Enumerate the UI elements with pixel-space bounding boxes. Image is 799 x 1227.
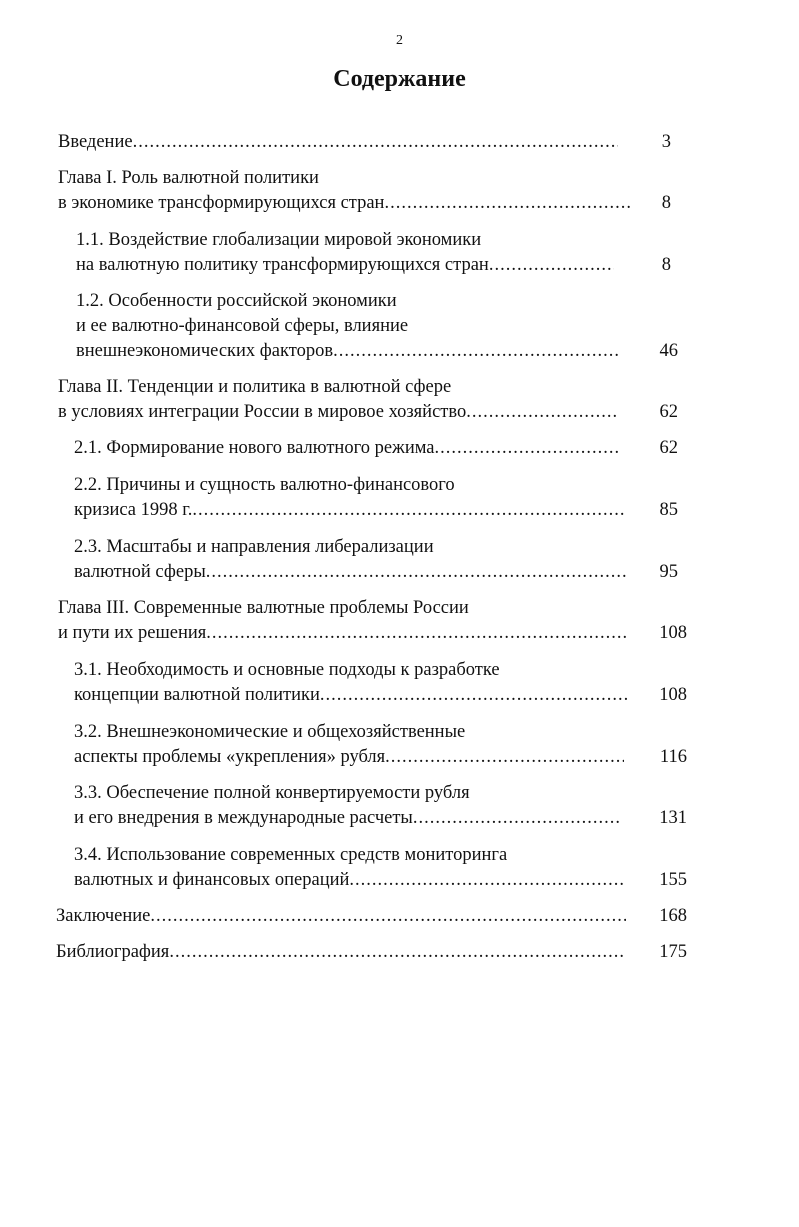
- toc-entry-text: на валютную политику трансформирующихся стран: [76, 255, 489, 275]
- toc-leader: [333, 339, 621, 364]
- toc-entry-conclusion: [56, 904, 626, 929]
- toc-entry-text: и его внедрения в международные расчеты: [74, 808, 413, 828]
- toc-entry-text: аспекты проблемы «укрепления» рубля: [74, 747, 386, 767]
- toc-page-number: 46: [659, 341, 678, 361]
- toc-leader: [489, 253, 614, 278]
- toc-entry-section-3-4: [74, 843, 624, 893]
- toc-leader: [466, 400, 618, 425]
- toc-entry-text: валютной сферы: [74, 562, 206, 582]
- toc-entry-text: в условиях интеграции России в мировое хозяйство: [58, 402, 467, 422]
- toc-page-number: 131: [659, 808, 687, 828]
- toc-entry-text: 1.1. Воздействие глобализации мировой экономики: [76, 230, 482, 250]
- toc-leader: [384, 191, 633, 216]
- toc-leader: [435, 436, 619, 461]
- toc-entry-text: Глава II. Тенденции и политика в валютной сфере: [58, 377, 452, 397]
- toc-page-number: 3: [661, 132, 671, 152]
- toc-entry-text: Заключение: [56, 906, 151, 926]
- toc-page-number: 62: [659, 402, 678, 422]
- toc-page-number: 175: [659, 942, 687, 962]
- toc-page-number: 8: [661, 255, 671, 275]
- toc-entry-section-1-1: [76, 228, 614, 278]
- toc-entry-text: 2.3. Масштабы и направления либерализации: [74, 537, 434, 557]
- toc-entry-section-1-2: [76, 289, 621, 364]
- toc-entry-bibliography: [56, 940, 626, 965]
- toc-entry-text: в экономике трансформирующихся стран: [58, 193, 385, 213]
- toc-entry-text: 3.3. Обеспечение полной конвертируемости рубля: [74, 783, 470, 803]
- toc-entry-chapter-3: [58, 596, 626, 646]
- toc-leader: [206, 621, 626, 646]
- toc-page-number: 116: [659, 747, 687, 767]
- toc-entry-text: 3.1. Необходимость и основные подходы к разработке: [74, 660, 500, 680]
- toc-leader: [206, 560, 626, 585]
- toc-page-number: 85: [659, 500, 678, 520]
- toc-entry-text: 3.4. Использование современных средств мониторинга: [74, 845, 508, 865]
- toc-leader: [169, 940, 626, 965]
- toc-entry-chapter-2: [58, 375, 618, 425]
- toc-entry-section-3-1: [74, 658, 629, 708]
- toc-entry-text: Глава I. Роль валютной политики: [58, 168, 319, 188]
- toc-entry-section-3-3: [74, 781, 619, 831]
- toc-leader: [349, 868, 624, 893]
- toc-leader: [413, 806, 619, 831]
- toc-leader: [192, 498, 626, 523]
- toc-page-number: 168: [659, 906, 687, 926]
- page-title: Содержание: [333, 66, 466, 92]
- toc-entry-text: Введение: [58, 132, 133, 152]
- toc-entry-text: 1.2. Особенности российской экономики: [76, 291, 397, 311]
- toc-page-number: 108: [659, 623, 687, 643]
- toc-entry-text: 2.1. Формирование нового валютного режима: [74, 438, 435, 458]
- toc-entry-chapter-1: [58, 166, 633, 216]
- toc-entry-section-2-2: [74, 473, 626, 523]
- toc-entry-text: кризиса 1998 г.: [74, 500, 193, 520]
- toc-page-number: 8: [661, 193, 671, 213]
- toc-entry-text: и ее валютно-финансовой сферы, влияние: [76, 316, 409, 336]
- toc-entry-section-3-2: [74, 720, 624, 770]
- toc-entry-section-2-3: [74, 535, 626, 585]
- toc-entry-text: валютных и финансовых операций: [74, 870, 350, 890]
- toc-page-number: 108: [659, 685, 687, 705]
- toc-entry-text: 2.2. Причины и сущность валютно-финансового: [74, 475, 455, 495]
- toc-entry-text: Глава III. Современные валютные проблемы России: [58, 598, 469, 618]
- toc-leader: [320, 683, 629, 708]
- toc-leader: [133, 130, 618, 155]
- toc-entry-text: концепции валютной политики: [74, 685, 320, 705]
- toc-page-number: 155: [659, 870, 687, 890]
- toc-page-number: 62: [659, 438, 678, 458]
- toc-entry-text: и пути их решения: [58, 623, 207, 643]
- toc-entry-text: 3.2. Внешнеэкономические и общехозяйственные: [74, 722, 466, 742]
- toc-leader: [150, 904, 626, 929]
- toc-entry-text: Библиография: [56, 942, 170, 962]
- toc-page-number: 95: [659, 562, 678, 582]
- toc-entry-text: внешнеэкономических факторов: [76, 341, 334, 361]
- toc-entry-introduction: [58, 130, 618, 155]
- page-number: 2: [396, 33, 403, 48]
- toc-leader: [385, 745, 624, 770]
- toc-entry-section-2-1: [74, 436, 619, 461]
